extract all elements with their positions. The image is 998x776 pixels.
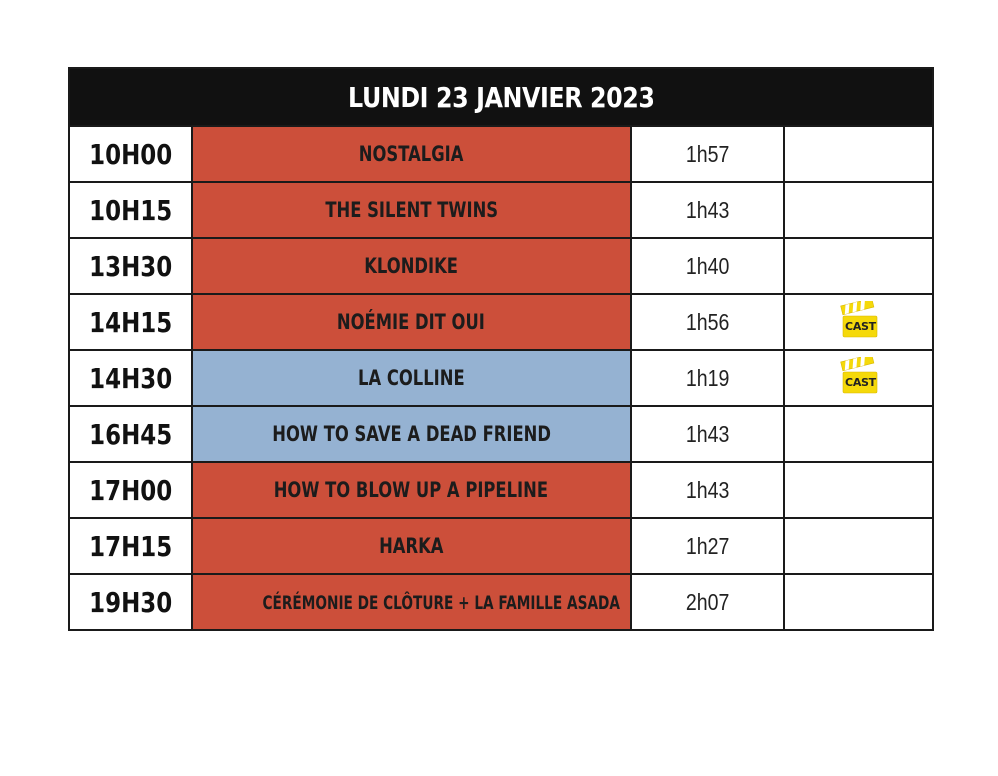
duration: 2h07	[685, 588, 730, 615]
showtime: 16H45	[88, 417, 172, 451]
cast-clapperboard-icon	[840, 357, 880, 395]
showtime: 13H30	[88, 249, 172, 283]
film-title: HOW TO BLOW UP A PIPELINE	[274, 478, 549, 502]
badge-cell	[784, 462, 933, 518]
film-title: NOÉMIE DIT OUI	[337, 310, 486, 334]
duration-cell	[631, 574, 784, 630]
header-text: LUNDI 23 JANVIER 2023	[347, 80, 655, 114]
film-title-cell	[192, 350, 631, 406]
schedule-date-header	[69, 68, 933, 126]
badge-cell	[784, 406, 933, 462]
schedule-table	[68, 67, 934, 631]
film-title-cell	[192, 294, 631, 350]
table-row	[69, 126, 933, 182]
duration-cell	[631, 182, 784, 238]
table-row	[69, 350, 933, 406]
duration: 1h43	[685, 420, 730, 447]
film-title-cell	[192, 406, 631, 462]
duration: 1h43	[685, 196, 730, 223]
cast-badge-label: CAST	[845, 319, 876, 333]
showtime-cell	[69, 574, 192, 630]
table-row	[69, 574, 933, 630]
showtime-cell	[69, 518, 192, 574]
film-title: CÉRÉMONIE DE CLÔTURE + LA FAMILLE ASADA	[262, 592, 620, 614]
showtime-cell	[69, 462, 192, 518]
table-row	[69, 518, 933, 574]
table-row	[69, 294, 933, 350]
badge-cell	[784, 126, 933, 182]
duration: 1h27	[685, 532, 730, 559]
film-title-cell	[192, 574, 631, 630]
film-title: THE SILENT TWINS	[324, 198, 498, 222]
badge-cell	[784, 574, 933, 630]
film-title: HARKA	[379, 534, 444, 558]
duration-cell	[631, 518, 784, 574]
showtime-cell	[69, 182, 192, 238]
film-title-cell	[192, 182, 631, 238]
showtime: 17H15	[88, 529, 172, 563]
table-row	[69, 182, 933, 238]
duration: 1h57	[685, 140, 730, 167]
badge-cell	[784, 238, 933, 294]
header-row	[69, 68, 933, 126]
table-row	[69, 462, 933, 518]
duration: 1h56	[685, 308, 730, 335]
table-row	[69, 406, 933, 462]
duration-cell	[631, 294, 784, 350]
film-title: NOSTALGIA	[359, 142, 464, 166]
showtime: 10H15	[88, 193, 172, 227]
showtime: 14H15	[88, 305, 172, 339]
film-title: HOW TO SAVE A DEAD FRIEND	[272, 422, 551, 446]
showtime: 10H00	[88, 137, 172, 171]
duration: 1h43	[685, 476, 730, 503]
showtime-cell	[69, 238, 192, 294]
showtime-cell	[69, 406, 192, 462]
duration-cell	[631, 462, 784, 518]
duration-cell	[631, 350, 784, 406]
showtime: 19H30	[88, 585, 172, 619]
showtime-cell	[69, 126, 192, 182]
film-title-cell	[192, 126, 631, 182]
showtime: 17H00	[88, 473, 172, 507]
badge-cell	[784, 182, 933, 238]
badge-cell	[784, 350, 933, 406]
duration-cell	[631, 238, 784, 294]
badge-cell	[784, 294, 933, 350]
table-row	[69, 238, 933, 294]
cast-clapperboard-icon	[840, 301, 880, 339]
film-title-cell	[192, 238, 631, 294]
duration-cell	[631, 126, 784, 182]
showtime: 14H30	[88, 361, 172, 395]
film-title-cell	[192, 462, 631, 518]
showtime-cell	[69, 350, 192, 406]
badge-cell	[784, 518, 933, 574]
duration-cell	[631, 406, 784, 462]
showtime-cell	[69, 294, 192, 350]
cast-badge-label: CAST	[845, 375, 876, 389]
film-title: KLONDIKE	[364, 254, 459, 278]
duration: 1h40	[685, 252, 730, 279]
film-title: LA COLLINE	[358, 366, 465, 390]
film-title-cell	[192, 518, 631, 574]
duration: 1h19	[685, 364, 730, 391]
